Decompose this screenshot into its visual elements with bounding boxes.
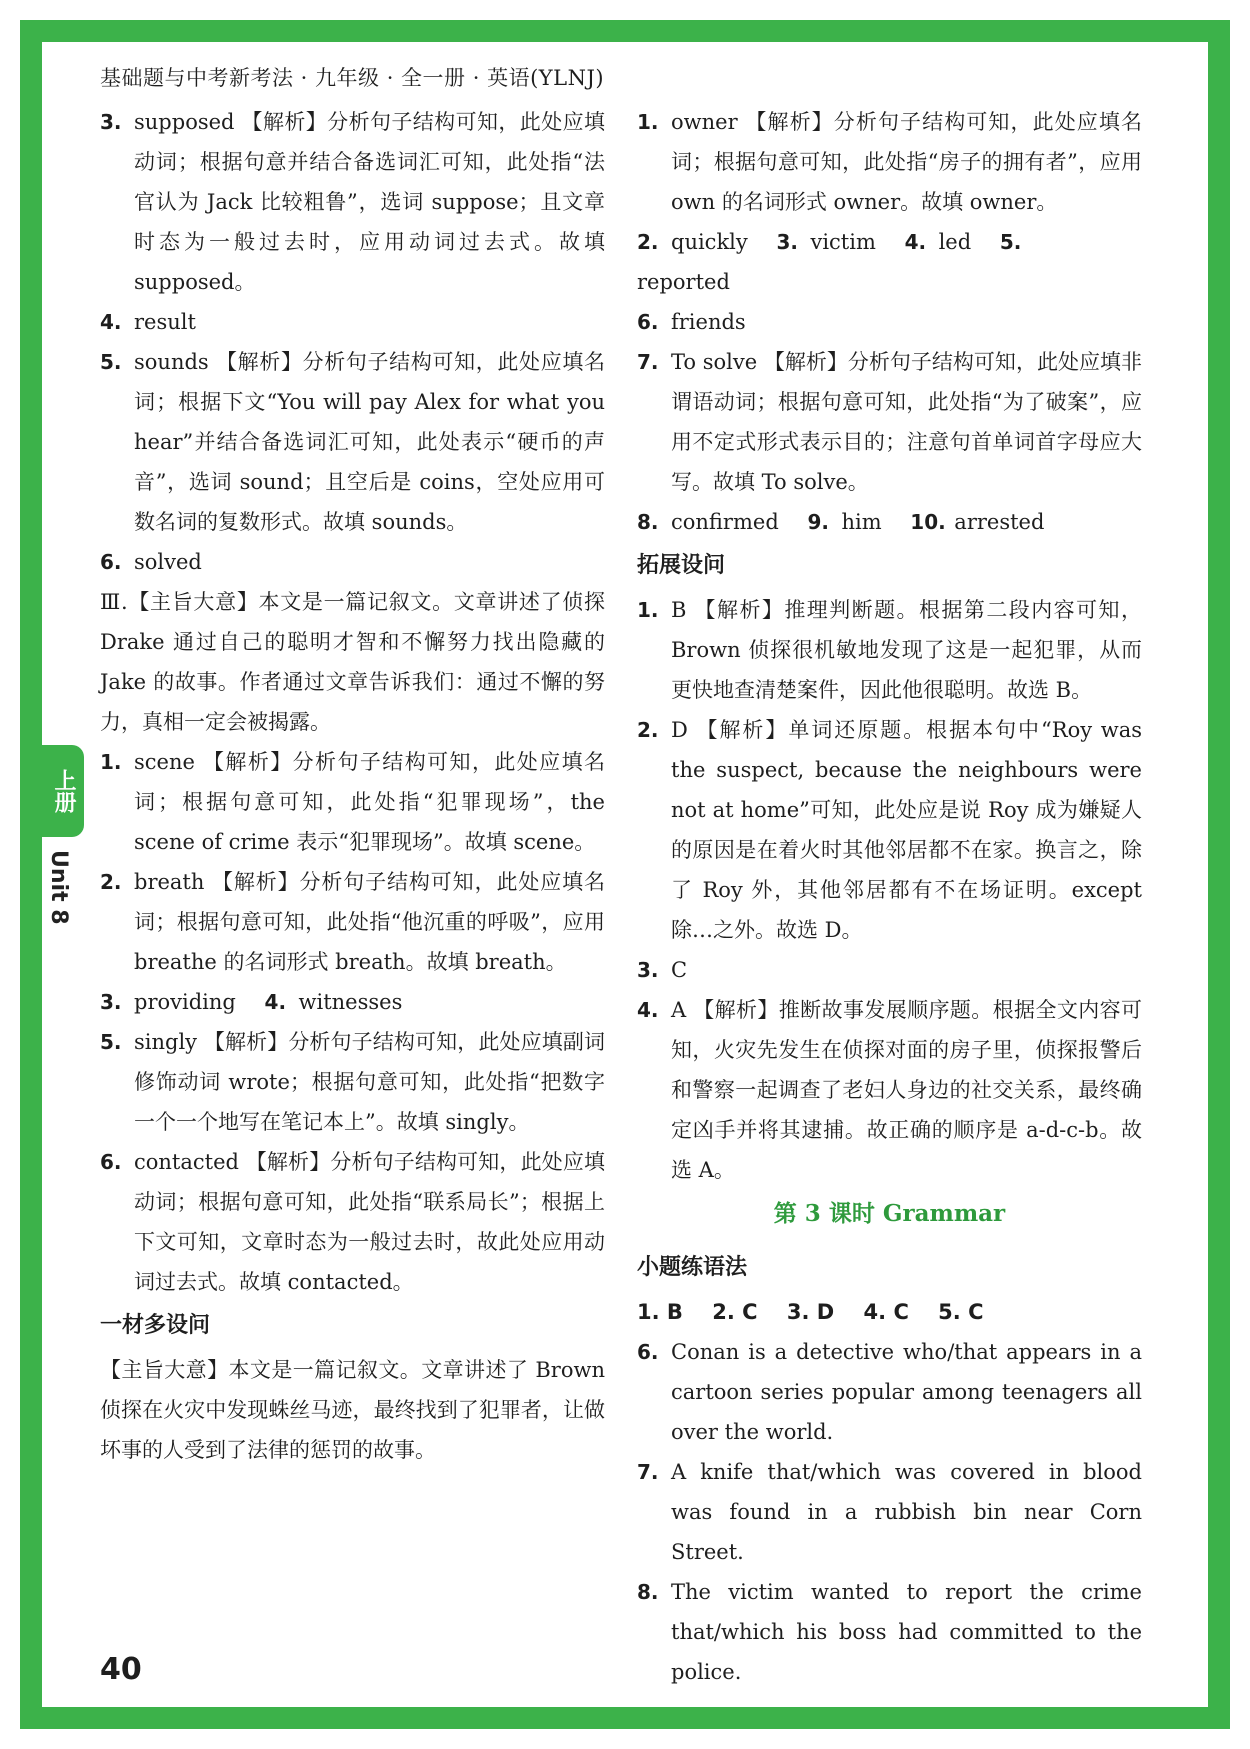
answer-item: 2. breath 【解析】分析句子结构可知，此处应填名词；根据句意可知，此处指“他沉重的呼吸”，应用 breathe 的名词形式 breath。故填 breath。 [100, 870, 605, 974]
answer-item: 6. solved [100, 550, 202, 574]
left-column [100, 102, 605, 1470]
section-summary: 【主旨大意】本文是一篇记叙文。文章讲述了 Brown 侦探在火灾中发现蛛丝马迹，最终找到了犯罪者，让做坏事的人受到了法律的惩罚的故事。 [100, 1358, 605, 1462]
answer-item: 3. supposed 【解析】分析句子结构可知，此处应填动词；根据句意并结合备选词汇可知，此处指“法官认为 Jack 比较粗鲁”，选词 suppose；且文章时态为一般过去时，应用动词过去式。故填 supposed。 [100, 110, 605, 294]
answer-row: 8. confirmed 9. him 10. arrested [637, 510, 1045, 534]
frame-top [20, 20, 1230, 42]
page-number: 40 [100, 1652, 142, 1687]
answer-item: 1. B 【解析】推理判断题。根据第二段内容可知，Brown 侦探很机敏地发现了这是一起犯罪，从而更快地查清楚案件，因此他很聪明。故选 B。 [637, 598, 1142, 702]
answer-item: 4. result [100, 310, 196, 334]
section-title: 小题练语法 [637, 1255, 748, 1280]
answer-item: 1. scene 【解析】分析句子结构可知，此处应填名词；根据句意可知，此处指“犯罪现场”，the scene of crime 表示“犯罪现场”。故填 scene。 [100, 750, 605, 854]
side-tab-volume: 上册 [42, 745, 84, 837]
page-header: 基础题与中考新考法 · 九年级 · 全一册 · 英语(YLNJ) [100, 66, 605, 90]
answer-row: 2. quickly 3. victim 4. led 5.reported [637, 230, 1022, 294]
right-column [637, 102, 1142, 1692]
frame-right [1208, 20, 1230, 1729]
answer-item: 6. contacted 【解析】分析句子结构可知，此处应填动词；根据句意可知，此处指“联系局长”；根据上下文可知，文章时态为一般过去时，故此处应用动词过去式。故填 contacted。 [100, 1150, 605, 1294]
answer-row: 1. B 2. C 3. D 4. C 5. C [637, 1300, 984, 1324]
answer-item: 4. A 【解析】推断故事发展顺序题。根据全文内容可知，火灾先发生在侦探对面的房子里，侦探报警后和警察一起调查了老妇人身边的社交关系，最终确定凶手并将其逮捕。故正确的顺序是 a-d-c-b。故选 A。 [637, 998, 1142, 1182]
section-title: 一材多设问 [100, 1313, 211, 1338]
frame-left [20, 20, 42, 1729]
answer-item: 6. Conan is a detective who/that appears in a cartoon series popular among teenagers all over the world. [637, 1340, 1142, 1444]
answer-item: 7. A knife that/which was covered in blood was found in a rubbish bin near Corn Street. [637, 1460, 1142, 1564]
answer-item: 7. To solve 【解析】分析句子结构可知，此处应填非谓语动词；根据句意可知，此处指“为了破案”，应用不定式形式表示目的；注意句首单词首字母应大写。故填 To solve。 [637, 350, 1142, 494]
answer-item: 3. C [637, 958, 688, 982]
answer-item: 2. D 【解析】单词还原题。根据本句中“Roy was the suspect, because the neighbours were not at home”可知，此处应是说 Roy 成为嫌疑人的原因是在着火时其他邻居都不在家。换言之，除了 Roy 外，其他邻居都有不在场证明。except 除…之外。故选 D。 [637, 718, 1142, 942]
side-unit-label: Unit 8 [46, 850, 71, 925]
section-summary: Ⅲ.【主旨大意】本文是一篇记叙文。文章讲述了侦探 Drake 通过自己的聪明才智和不懈努力找出隐藏的 Jake 的故事。作者通过文章告诉我们：通过不懈的努力，真相一定会被揭露。 [100, 590, 605, 734]
answer-item: 8. The victim wanted to report the crime that/which his boss had committed to the police. [637, 1580, 1142, 1684]
lesson-title: 第 3 课时 Grammar [773, 1200, 1006, 1227]
section-title: 拓展设问 [637, 553, 726, 578]
answer-item: 6. friends [637, 310, 746, 334]
answer-row: 3. providing 4. witnesses [100, 990, 403, 1014]
frame-bottom [20, 1707, 1230, 1729]
answer-item: 5. sounds 【解析】分析句子结构可知，此处应填名词；根据下文“You will pay Alex for what you hear”并结合备选词汇可知，此处表示“硬币的声音”，选词 sound；且空后是 coins，空处应用可数名词的复数形式。故填 sounds。 [100, 350, 605, 534]
answer-item: 5. singly 【解析】分析句子结构可知，此处应填副词修饰动词 wrote；根据句意可知，此处指“把数字一个一个地写在笔记本上”。故填 singly。 [100, 1030, 605, 1134]
answer-item: 1. owner 【解析】分析句子结构可知，此处应填名词；根据句意可知，此处指“房子的拥有者”，应用 own 的名词形式 owner。故填 owner。 [637, 110, 1142, 214]
